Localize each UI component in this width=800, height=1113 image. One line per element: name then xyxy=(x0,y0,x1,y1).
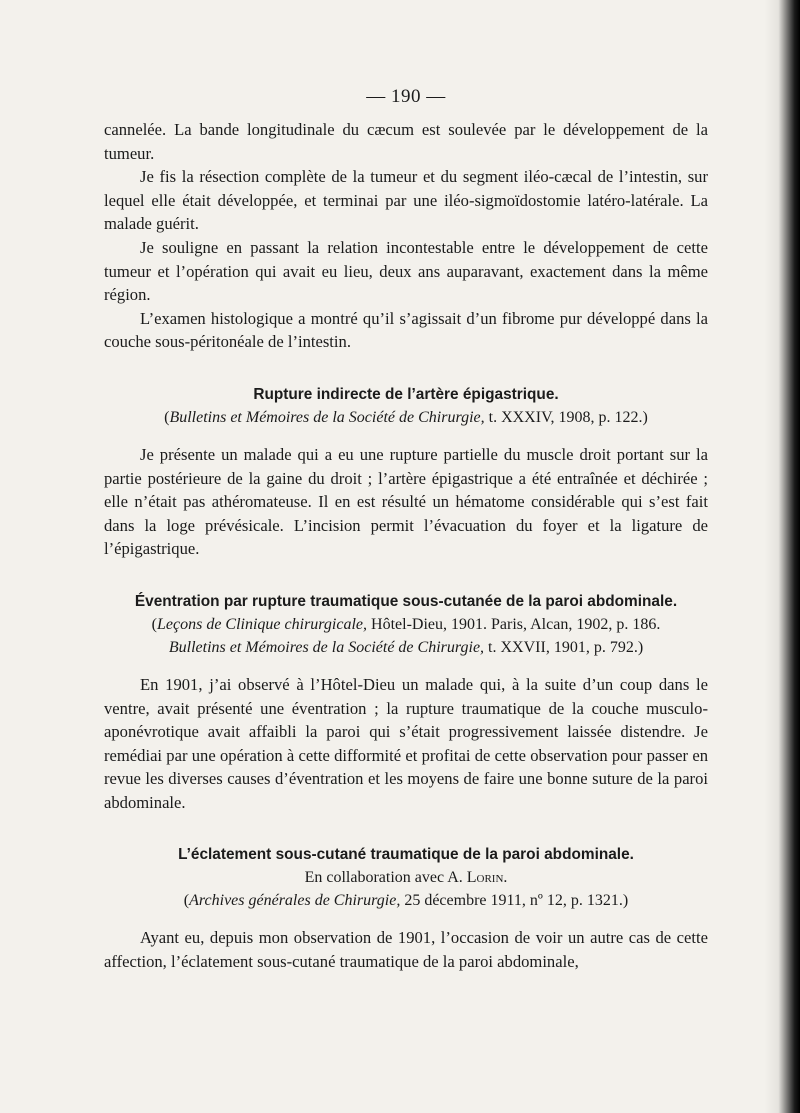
reference-details: Hôtel-Dieu, 1901. Paris, Alcan, 1902, p. 186. xyxy=(367,615,661,633)
page-number: — 190 — xyxy=(366,86,446,107)
collaborator-name: Lorin xyxy=(466,869,504,887)
reference: (Archives générales de Chirurgie, 25 décembre 1911, nº 12, p. 1321.) xyxy=(183,892,629,910)
section-title: Éventration par rupture traumatique sous-cutanée de la paroi abdominale. xyxy=(134,592,678,610)
reference-details: t. XXVII, 1901, p. 792.) xyxy=(484,638,644,656)
page-edge-shadow xyxy=(764,0,800,1113)
paragraph: Je présente un malade qui a eu une rupture partielle du muscle droit portant sur la partie postérieure de la gaine du droit ; l’artère épigastrique a été entraînée et déchirée ; elle n’était pas athéromateuse. Il en est résulté un hématome considérable qui s’est fait dans la loge prévésicale. L’incision permit l’évacuation du foyer et la ligature de l’épigastrique. xyxy=(104,444,708,559)
reference xyxy=(104,636,708,659)
reference-journal: Archives générales de Chirurgie, xyxy=(189,892,401,910)
reference-journal: Bulletins et Mémoires de la Société de Chirurgie, xyxy=(169,408,485,426)
reference: (Leçons de Clinique chirurgicale, Hôtel-Dieu, 1901. Paris, Alcan, 1902, p. 186. xyxy=(151,615,661,633)
reference: (Bulletins et Mémoires de la Société de Chirurgie, t. XXXIV, 1908, p. 122.) xyxy=(164,408,648,426)
paragraph: Je fis la résection complète de la tumeur et du segment iléo-cæcal de l’intestin, sur lequel elle était développée, et terminai par une iléo-sigmoïdostomie latéro-latérale. La malade guérit. xyxy=(104,167,708,234)
reference-journal: Bulletins et Mémoires de la Société de Chirurgie, xyxy=(168,638,485,656)
collaboration-line: En collaboration avec A. Lorin. xyxy=(304,869,508,887)
paragraph: L’examen histologique a montré qu’il s’agissait d’un fibrome pur développé dans la couche sous-péritonéale de l’intestin. xyxy=(104,308,708,352)
paragraph: cannelée. La bande longitudinale du cæcum est soulevée par le développement de la tumeur. xyxy=(104,120,708,163)
paragraph: Je souligne en passant la relation incontestable entre le développement de cette tumeur et l’opération qui avait eu lieu, deux ans auparavant, exactement dans la même région. xyxy=(104,237,708,305)
reference-journal: Leçons de Clinique chirurgicale, xyxy=(156,615,368,633)
section-title: L’éclatement sous-cutané traumatique de la paroi abdominale. xyxy=(178,846,634,864)
page-content xyxy=(104,86,708,974)
section-title: Rupture indirecte de l’artère épigastrique. xyxy=(253,385,559,403)
paragraph: En 1901, j’ai observé à l’Hôtel-Dieu un malade qui, à la suite d’un coup dans le ventre, avait présenté une éventration ; la rupture traumatique de la couche musculo-aponévrotique avait affaibli la paroi qui s’était progressivement laissée distendre. Je remédiai par une opération à cette difformité et profitai de cette observation pour passer en revue les diverses causes d’éventration et les moyens de faire une bonne suture de la paroi abdominale. xyxy=(104,674,708,812)
reference-details: 25 décembre 1911, nº 12, p. 1321.) xyxy=(400,892,629,910)
reference-details: t. XXXIV, 1908, p. 122.) xyxy=(484,408,648,426)
paragraph: Ayant eu, depuis mon observation de 1901, l’occasion de voir un autre cas de cette affection, l’éclatement sous-cutané traumatique de la paroi abdominale, xyxy=(104,928,708,972)
